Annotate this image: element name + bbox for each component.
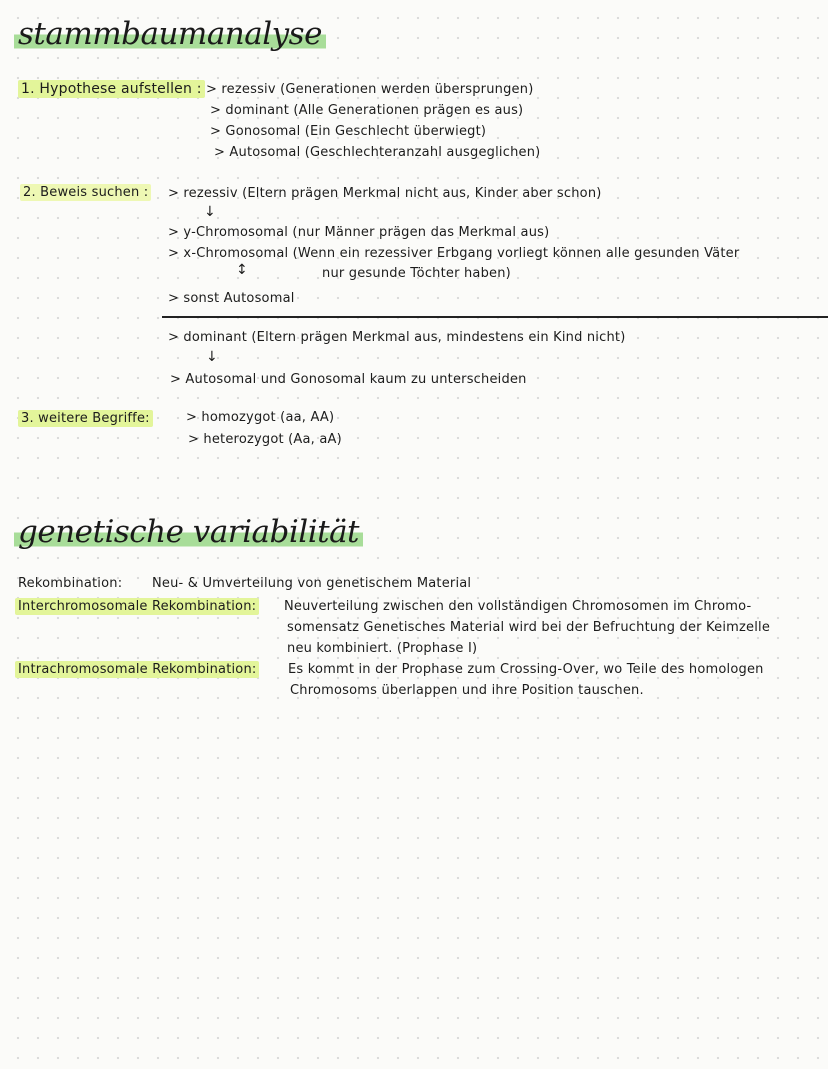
arrow-down-icon: ↓ (204, 204, 216, 220)
beweis-x-chromosomal-cont: nur gesunde Töchter haben) (322, 266, 511, 281)
heading-hypothese: 1. Hypothese aufstellen : (18, 80, 205, 98)
label-rekombination: Rekombination: (18, 576, 123, 591)
heading-beweis-suchen: 2. Beweis suchen : (20, 184, 151, 201)
beweis-dominant: > dominant (Eltern prägen Merkmal aus, mindestens ein Kind nicht) (168, 330, 626, 345)
section-title-stammbaumanalyse: stammbaumanalyse (14, 16, 326, 52)
arrow-updown-icon: ↕ (236, 262, 248, 278)
label-interchromosomale-rekombination: Interchromosomale Rekombination: (15, 598, 259, 615)
beweis-y-chromosomal: > y-Chromosomal (nur Männer prägen das Merkmal aus) (168, 225, 550, 240)
begriff-homozygot: > homozygot (aa, AA) (186, 410, 335, 425)
beweis-sonst-autosomal: > sonst Autosomal (168, 291, 295, 306)
text-rekombination: Neu- & Umverteilung von genetischem Material (152, 576, 472, 591)
label-intrachromosomale-rekombination: Intrachromosomale Rekombination: (15, 661, 259, 678)
text-intrachromosomal-2: Chromosoms überlappen und ihre Position tauschen. (290, 683, 644, 698)
hypothese-item-gonosomal: > Gonosomal (Ein Geschlecht überwiegt) (210, 124, 487, 139)
divider-line (162, 316, 828, 318)
hypothese-item-autosomal: > Autosomal (Geschlechteranzahl ausgeglichen) (214, 145, 541, 160)
heading-weitere-begriffe: 3. weitere Begriffe: (18, 410, 153, 427)
hypothese-item-rezessiv: > rezessiv (Generationen werden übersprungen) (206, 82, 534, 97)
section-title-genetische-variabilitaet: genetische variabilität (14, 514, 363, 550)
text-interchromosomal-1: Neuverteilung zwischen den vollständigen Chromosomen im Chromo- (284, 599, 752, 614)
begriff-heterozygot: > heterozygot (Aa, aA) (188, 432, 342, 447)
text-interchromosomal-2: somensatz Genetisches Material wird bei der Befruchtung der Keimzelle (287, 620, 771, 635)
hypothese-item-dominant: > dominant (Alle Generationen prägen es aus) (210, 103, 524, 118)
beweis-dominant-ergebnis: > Autosomal und Gonosomal kaum zu unterscheiden (170, 372, 527, 387)
text-interchromosomal-3: neu kombiniert. (Prophase I) (287, 641, 478, 656)
arrow-down-icon-2: ↓ (206, 349, 218, 365)
beweis-rezessiv: > rezessiv (Eltern prägen Merkmal nicht aus, Kinder aber schon) (168, 186, 602, 201)
beweis-x-chromosomal: > x-Chromosomal (Wenn ein rezessiver Erbgang vorliegt können alle gesunden Väter (168, 246, 740, 261)
text-intrachromosomal-1: Es kommt in der Prophase zum Crossing-Over, wo Teile des homologen (288, 662, 764, 677)
